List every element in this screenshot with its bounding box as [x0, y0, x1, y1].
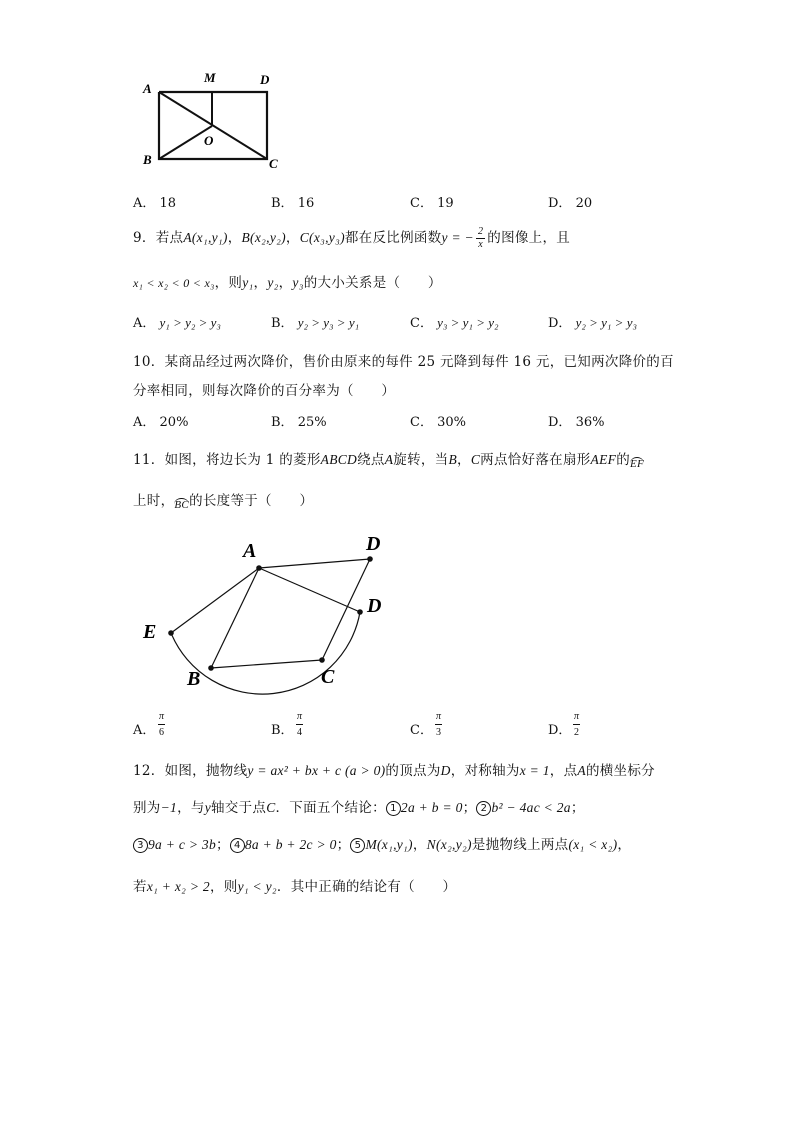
segment-AB	[211, 568, 259, 668]
label-A: A	[243, 540, 257, 562]
point-B	[208, 665, 214, 671]
q10-option-b[interactable]: B． 25%	[271, 415, 327, 430]
q9-option-a[interactable]: A． y₁ > y₂ > y₃	[133, 315, 221, 331]
label-C: C	[321, 666, 335, 688]
point-D2	[357, 609, 363, 615]
q9-option-b[interactable]: B． y₂ > y₃ > y₁	[271, 315, 360, 331]
q9-line2: x₁ < x₂ < 0 < x₃，则y₁，y₂，y₃的大小关系是（ ）	[133, 275, 442, 291]
label-M: M	[204, 70, 216, 85]
label-A: A	[143, 81, 152, 96]
label-C: C	[269, 156, 278, 171]
label-O: O	[204, 133, 214, 148]
label-D: D	[260, 72, 270, 87]
label-E: E	[143, 621, 157, 643]
q8-option-d[interactable]: D． 20	[548, 196, 593, 211]
q9-option-c[interactable]: C． y₃ > y₁ > y₂	[410, 315, 499, 331]
segment-AD-rotated	[259, 568, 360, 612]
q10-option-c[interactable]: C． 30%	[410, 415, 466, 430]
q12-line4: 若x₁ + x₂ > 2，则y₁ < y₂．其中正确的结论有（ ）	[133, 879, 457, 895]
q11-option-b-fraction: $\frac{\pi}{4}$	[297, 711, 303, 738]
q11-option-d[interactable]: D．	[548, 723, 572, 738]
q11-option-b[interactable]: B．	[271, 723, 294, 738]
arc-EF: EF	[630, 458, 645, 470]
q8-option-c[interactable]: C． 19	[410, 196, 454, 211]
q9-line1: 9．若点A(x₁,y₁)，B(x₂,y₂)，C(x₃,y₃)都在反比例函数y = − $\frac{2}{x}$ 的图像上，且	[133, 226, 571, 250]
point-A	[256, 565, 262, 571]
label-D-right: D	[367, 595, 382, 617]
q11-option-d-fraction: $\frac{\pi}{2}$	[574, 711, 580, 738]
q12-line2: 别为−1，与y轴交于点C．下面五个结论： 1 2a + b = 0； 2 b² − 4ac < 2a；	[133, 800, 585, 816]
arc-BC: BC	[174, 499, 190, 511]
q10-option-d[interactable]: D． 36%	[548, 415, 605, 430]
q12-line1: 12．如图，抛物线y = ax² + bx + c (a > 0)的顶点为D，对称轴为x = 1，点A的横坐标分	[133, 763, 655, 779]
point-E	[168, 630, 174, 636]
rectangle-figure	[135, 68, 295, 178]
q12-line3: 3 9a + c > 3b； 4 8a + b + 2c > 0； 5 M(x₁,y₁)，N(x₂,y₂)是抛物线上两点(x₁ < x₂)，	[133, 833, 631, 853]
q9-function-fraction: $\frac{2}{x}$	[477, 226, 484, 250]
segment-AE	[171, 568, 259, 633]
q9-option-d[interactable]: D． y₂ > y₁ > y₃	[548, 315, 637, 331]
segment-BC	[211, 660, 322, 668]
point-D1	[367, 556, 373, 562]
segment-AD	[259, 559, 370, 568]
q11-line2: 上时，$_{BC}$的长度等于（ ）	[133, 493, 314, 511]
point-C	[319, 657, 325, 663]
q10-option-a[interactable]: A． 20%	[133, 415, 189, 430]
q11-option-a-fraction: $\frac{\pi}{6}$	[159, 711, 165, 738]
q11-option-c-fraction: $\frac{\pi}{3}$	[436, 711, 442, 738]
label-B: B	[143, 152, 152, 167]
q10-line1: 10．某商品经过两次降价，售价由原来的每件 25 元降到每件 16 元，已知两次降价的百	[133, 354, 674, 370]
rhombus-figure	[135, 528, 395, 696]
q8-option-b[interactable]: B． 16	[271, 196, 315, 211]
segment-CD	[322, 559, 370, 660]
q8-option-a[interactable]: A． 18	[133, 196, 177, 211]
q11-line1: 11．如图，将边长为 1 的菱形ABCD绕点A旋转，当B，C两点恰好落在扇形AEF的$_{EF}$	[133, 452, 645, 470]
q10-line2: 分率相同，则每次降价的百分率为（ ）	[133, 383, 396, 399]
q11-option-a[interactable]: A．	[133, 723, 156, 738]
label-D-top: D	[366, 533, 381, 555]
q11-option-c[interactable]: C．	[410, 723, 433, 738]
label-B: B	[187, 668, 201, 690]
